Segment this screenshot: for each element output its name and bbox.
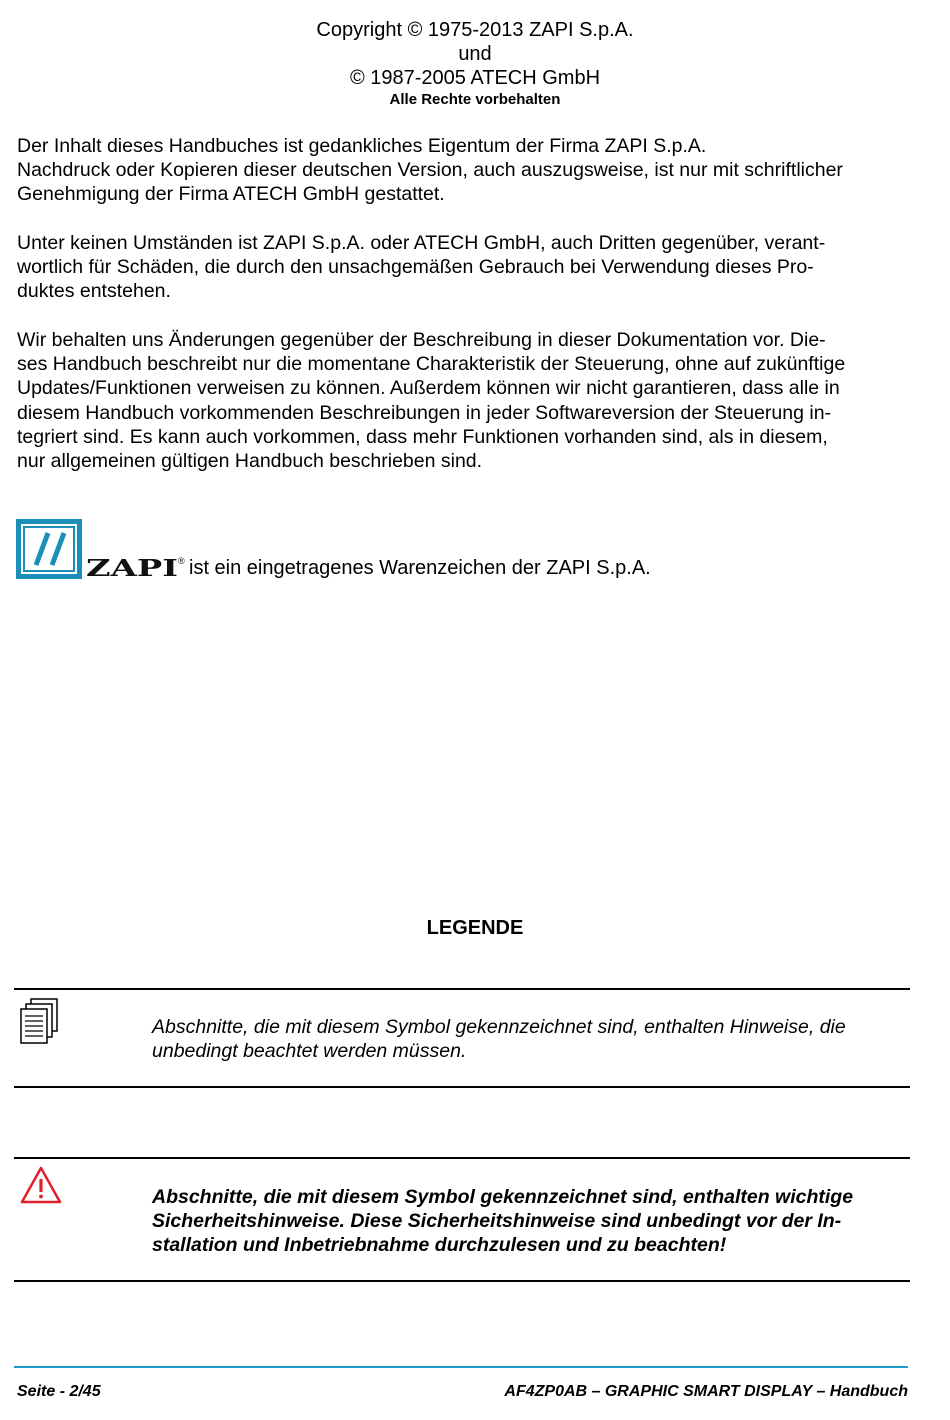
paragraph-changes xyxy=(17,328,922,473)
trademark-notice xyxy=(16,519,816,579)
paragraph-line: diesem Handbuch vorkommenden Beschreibungen in jeder Softwareversion der Steuerung in- xyxy=(17,401,832,424)
copyright-block xyxy=(0,18,950,110)
registered-mark: ® xyxy=(178,556,185,566)
legend-warning-text xyxy=(152,1185,912,1258)
warning-line: Sicherheitshinweise. Diese Sicherheitshinweise sind unbedingt vor der In- xyxy=(152,1210,842,1233)
paragraph-liability xyxy=(17,231,922,304)
paragraph-line: Wir behalten uns Änderungen gegenüber der Beschreibung in dieser Dokumentation vor. Die- xyxy=(17,329,826,351)
zapi-logo-wordmark xyxy=(86,556,190,580)
footer-page-number: Seite - 2/45 xyxy=(17,1383,101,1400)
paragraph-line: wortlich für Schäden, die durch den unsachgemäßen Gebrauch bei Verwendung dieses Pro- xyxy=(17,256,814,279)
divider xyxy=(14,1086,910,1088)
paragraph-line: nur allgemeinen gültigen Handbuch beschrieben sind. xyxy=(17,450,483,473)
legend-note-text xyxy=(152,1015,912,1063)
copyright-zapi: Copyright © 1975-2013 ZAPI S.p.A. xyxy=(316,19,634,41)
legend-title: LEGENDE xyxy=(426,917,524,939)
note-line: unbedingt beachtet werden müssen. xyxy=(152,1040,467,1063)
paragraph-line: Updates/Funktionen verweisen zu können. Außerdem können wir nicht garantieren, dass alle in xyxy=(17,377,840,400)
paragraph-ownership xyxy=(17,134,922,207)
paragraph-line: tegriert sind. Es kann auch vorkommen, dass mehr Funktionen vorhanden sind, als in diesem, xyxy=(17,425,828,448)
divider xyxy=(14,1280,910,1282)
footer-rule xyxy=(14,1366,908,1368)
documents-icon xyxy=(19,998,59,1044)
footer-doc-title: AF4ZP0AB – GRAPHIC SMART DISPLAY – Handbuch xyxy=(504,1383,908,1400)
divider xyxy=(14,1157,910,1159)
warning-line: Abschnitte, die mit diesem Symbol gekennzeichnet sind, enthalten wichtige xyxy=(152,1186,854,1208)
paragraph-line: Nachdruck oder Kopieren dieser deutschen Version, auch auszugsweise, ist nur mit schriftlicher xyxy=(17,159,843,182)
trademark-text: ist ein eingetragenes Warenzeichen der ZAPI S.p.A. xyxy=(189,557,651,579)
warning-line: stallation und Inbetriebnahme durchzulesen und zu beachten! xyxy=(152,1234,727,1257)
zapi-logo-mark-icon xyxy=(16,519,82,579)
paragraph-line: Der Inhalt dieses Handbuches ist gedankliches Eigentum der Firma ZAPI S.p.A. xyxy=(17,135,707,157)
copyright-und: und xyxy=(458,43,492,65)
logo-text: ZAPI xyxy=(86,556,178,580)
warning-triangle-icon xyxy=(19,1165,63,1205)
paragraph-line: duktes entstehen. xyxy=(17,280,171,303)
paragraph-line: Genehmigung der Firma ATECH GmbH gestattet. xyxy=(17,183,445,206)
copyright-atech: © 1987-2005 ATECH GmbH xyxy=(349,67,601,89)
note-line: Abschnitte, die mit diesem Symbol gekennzeichnet sind, enthalten Hinweise, die xyxy=(152,1016,846,1038)
rights-reserved: Alle Rechte vorbehalten xyxy=(389,91,561,108)
paragraph-line: ses Handbuch beschreibt nur die momentane Charakteristik der Steuerung, ohne auf zukünftige xyxy=(17,353,846,376)
divider xyxy=(14,988,910,990)
paragraph-line: Unter keinen Umständen ist ZAPI S.p.A. oder ATECH GmbH, auch Dritten gegenüber, verant- xyxy=(17,232,826,254)
